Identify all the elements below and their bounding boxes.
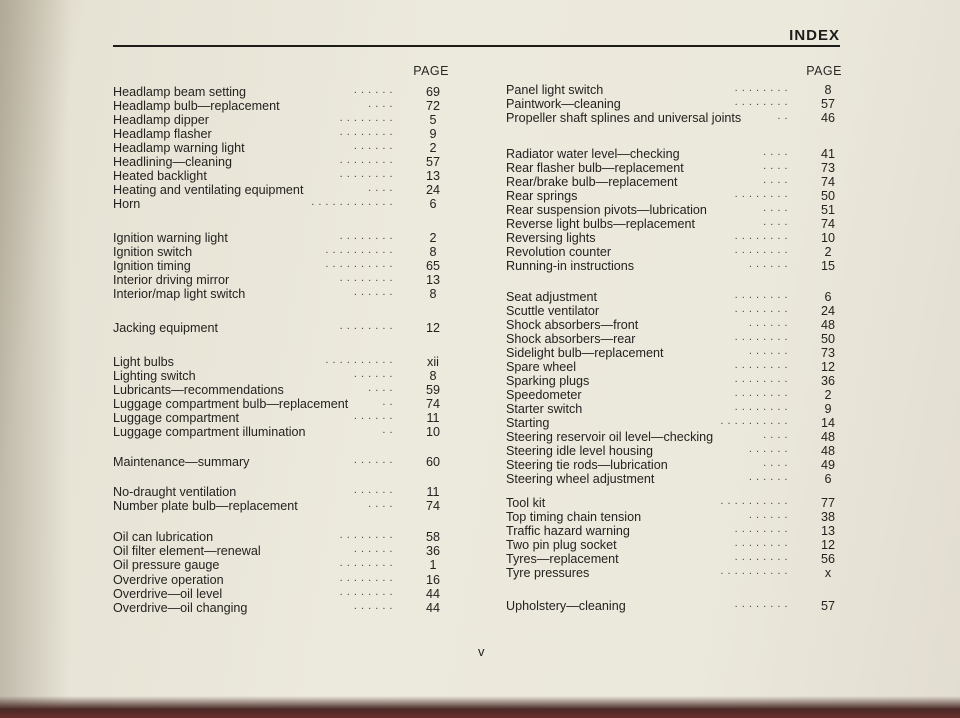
dot-leader: . . . . . . xyxy=(748,509,788,521)
entry-title: Oil filter element—renewal xyxy=(113,544,261,558)
running-head: INDEX xyxy=(789,27,840,44)
entry-page-number: 10 xyxy=(425,425,440,439)
dot-leader: . . . . . . xyxy=(353,140,393,152)
dot-leader: . . . . . . . . . . xyxy=(720,495,788,507)
entry-title: Lubricants—recommendations xyxy=(113,383,284,397)
entry-page-number: 13 xyxy=(820,524,835,538)
page-edge xyxy=(0,696,960,718)
entry-title: Heated backlight xyxy=(113,169,207,183)
entry-page-number: 44 xyxy=(425,587,440,601)
entry-title: Radiator water level—checking xyxy=(506,147,680,161)
entry-title: Luggage compartment bulb—replacement xyxy=(113,397,349,411)
entry-title: Seat adjustment xyxy=(506,290,598,304)
entry-page-number: 51 xyxy=(820,203,835,217)
entry-page-number: 11 xyxy=(426,485,440,499)
entry-page-number: 41 xyxy=(820,147,835,161)
entry-title: Panel light switch xyxy=(506,83,604,97)
entry-page-number: 1 xyxy=(429,558,437,572)
index-entry xyxy=(506,83,848,97)
dot-leader: . . . . . . . . xyxy=(339,168,393,180)
dot-leader: . . . . . . . . xyxy=(734,523,788,535)
index-entry xyxy=(506,388,848,402)
entry-title: Heating and ventilating equipment xyxy=(113,183,304,197)
index-entry xyxy=(506,430,848,444)
dot-leader: . . . . xyxy=(763,202,788,214)
entry-page-number: 50 xyxy=(820,332,835,346)
dot-leader: . . . . . . . . xyxy=(734,387,788,399)
dot-leader: . . . . . . . . xyxy=(339,320,393,332)
entry-page-number: 24 xyxy=(425,183,440,197)
entry-title: Steering idle level housing xyxy=(506,444,654,458)
index-entry xyxy=(506,524,848,538)
index-entry xyxy=(506,496,848,510)
index-entry xyxy=(506,346,848,360)
index-entry xyxy=(113,573,453,587)
dot-leader: . . . . . . xyxy=(353,454,393,466)
index-entry xyxy=(506,332,848,346)
entry-page-number: 12 xyxy=(820,360,835,374)
entry-page-number: 74 xyxy=(820,217,835,231)
index-entry xyxy=(113,397,453,411)
dot-leader: . . . . . . . . xyxy=(734,551,788,563)
index-entry xyxy=(506,304,848,318)
entry-page-number: 8 xyxy=(429,369,437,383)
entry-page-number: 2 xyxy=(429,141,437,155)
dot-leader: . . . . . . xyxy=(748,345,788,357)
entry-title: Running-in instructions xyxy=(506,259,635,273)
dot-leader: . . . . xyxy=(763,429,788,441)
dot-leader: . . . . . . . . xyxy=(734,331,788,343)
entry-page-number: 36 xyxy=(820,374,835,388)
dot-leader: . . . . . . . . xyxy=(734,401,788,413)
entry-title: Two pin plug socket xyxy=(506,538,617,552)
entry-page-number: 72 xyxy=(425,99,440,113)
dot-leader: . . xyxy=(382,396,393,408)
entry-page-number: x xyxy=(824,566,832,580)
index-entry xyxy=(506,189,848,203)
dot-leader: . . . . . . xyxy=(353,410,393,422)
index-entry xyxy=(506,444,848,458)
dot-leader: . . . . xyxy=(368,182,393,194)
index-entry xyxy=(506,552,848,566)
header-rule xyxy=(113,45,840,47)
index-entry xyxy=(113,197,453,211)
dot-leader: . . . . xyxy=(763,160,788,172)
dot-leader: . . . . . . . . xyxy=(339,230,393,242)
dot-leader: . . . . . . . . xyxy=(734,537,788,549)
index-entry xyxy=(113,155,453,169)
dot-leader: . . . . . . xyxy=(353,286,393,298)
entry-title: Top timing chain tension xyxy=(506,510,642,524)
dot-leader: . . . . . . . . xyxy=(734,188,788,200)
index-entry xyxy=(113,141,453,155)
index-entry xyxy=(506,245,848,259)
dot-leader: . . . . . . . . xyxy=(734,230,788,242)
entry-page-number: 77 xyxy=(820,496,835,510)
entry-title: Shock absorbers—front xyxy=(506,318,639,332)
entry-page-number: 57 xyxy=(425,155,440,169)
entry-title: Horn xyxy=(113,197,141,211)
index-entry xyxy=(506,538,848,552)
entry-page-number: 57 xyxy=(820,97,835,111)
index-entry xyxy=(113,499,453,513)
dot-leader: . . . . xyxy=(368,382,393,394)
entry-page-number: 74 xyxy=(820,175,835,189)
entry-title: Steering wheel adjustment xyxy=(506,472,655,486)
dot-leader: . . . . . . . . xyxy=(734,244,788,256)
entry-page-number: 74 xyxy=(425,499,440,513)
entry-title: Tyre pressures xyxy=(506,566,590,580)
entry-page-number: 69 xyxy=(425,85,440,99)
dot-leader: . . . . . . . . xyxy=(734,289,788,301)
entry-page-number: 9 xyxy=(824,402,832,416)
dot-leader: . . . . . . . . xyxy=(734,82,788,94)
index-entry xyxy=(506,147,848,161)
index-entry xyxy=(113,231,453,245)
entry-title: Sidelight bulb—replacement xyxy=(506,346,664,360)
dot-leader: . . . . . . . . . . xyxy=(325,354,393,366)
entry-title: Rear suspension pivots—lubrication xyxy=(506,203,707,217)
entry-title: Overdrive—oil level xyxy=(113,587,223,601)
dot-leader: . . . . . . xyxy=(748,317,788,329)
entry-page-number: 14 xyxy=(820,416,835,430)
entry-title: Headlamp beam setting xyxy=(113,85,247,99)
index-entry xyxy=(113,85,453,99)
dot-leader: . . xyxy=(777,110,788,122)
dot-leader: . . . . xyxy=(763,174,788,186)
entry-page-number: 5 xyxy=(429,113,437,127)
entry-title: Scuttle ventilator xyxy=(506,304,600,318)
index-entry xyxy=(113,355,453,369)
index-entry xyxy=(506,290,848,304)
page-column-label: PAGE xyxy=(413,64,449,78)
dot-leader: . . . . . . . . xyxy=(339,572,393,584)
entry-title: Ignition switch xyxy=(113,245,193,259)
entry-title: Traffic hazard warning xyxy=(506,524,630,538)
entry-title: Luggage compartment xyxy=(113,411,240,425)
dot-leader: . . . . . . xyxy=(353,368,393,380)
dot-leader: . . . . . . . . . . xyxy=(325,258,393,270)
index-entry xyxy=(506,318,848,332)
index-entry xyxy=(506,231,848,245)
dot-leader: . . . . . . . . xyxy=(734,359,788,371)
index-entry xyxy=(113,245,453,259)
entry-page-number: 56 xyxy=(820,552,835,566)
dot-leader: . . . . . . xyxy=(353,484,393,496)
index-entry xyxy=(506,566,848,580)
entry-page-number: 74 xyxy=(425,397,440,411)
entry-page-number: 2 xyxy=(429,231,437,245)
dot-leader: . . . . xyxy=(763,146,788,158)
entry-page-number: 13 xyxy=(425,169,440,183)
entry-page-number: 36 xyxy=(425,544,440,558)
entry-page-number: 8 xyxy=(429,245,437,259)
entry-title: Ignition warning light xyxy=(113,231,228,245)
entry-title: Steering reservoir oil level—checking xyxy=(506,430,714,444)
dot-leader: . . . . . . . . xyxy=(339,126,393,138)
entry-title: Rear flasher bulb—replacement xyxy=(506,161,684,175)
entry-title: Number plate bulb—replacement xyxy=(113,499,298,513)
index-entry xyxy=(113,587,453,601)
dot-leader: . . . . . . xyxy=(353,84,393,96)
entry-page-number: 48 xyxy=(820,430,835,444)
entry-title: Rear/brake bulb—replacement xyxy=(506,175,678,189)
index-entry xyxy=(113,113,453,127)
entry-title: Luggage compartment illumination xyxy=(113,425,306,439)
entry-page-number: 44 xyxy=(425,601,440,615)
dot-leader: . . . . xyxy=(368,98,393,110)
index-entry xyxy=(506,259,848,273)
entry-title: Upholstery—cleaning xyxy=(506,599,626,613)
dot-leader: . . . . . . . . xyxy=(339,586,393,598)
entry-page-number: 46 xyxy=(820,111,835,125)
entry-page-number: 57 xyxy=(820,599,835,613)
dot-leader: . . . . . . . . . . xyxy=(325,244,393,256)
entry-page-number: 10 xyxy=(820,231,835,245)
dot-leader: . . . . . . . . . . xyxy=(720,565,788,577)
entry-title: Paintwork—cleaning xyxy=(506,97,621,111)
entry-page-number: 6 xyxy=(824,290,832,304)
entry-title: Interior driving mirror xyxy=(113,273,230,287)
dot-leader: . . . . . . . . . . . . xyxy=(311,196,393,208)
entry-page-number: 49 xyxy=(820,458,835,472)
dot-leader: . . . . xyxy=(368,498,393,510)
dot-leader: . . . . . . . . xyxy=(734,96,788,108)
entry-title: Rear springs xyxy=(506,189,578,203)
entry-page-number: 24 xyxy=(820,304,835,318)
index-entry xyxy=(113,273,453,287)
entry-title: Headlining—cleaning xyxy=(113,155,233,169)
entry-page-number: 60 xyxy=(425,455,440,469)
entry-page-number: 12 xyxy=(425,321,440,335)
dot-leader: . . . . . . xyxy=(748,471,788,483)
index-entry xyxy=(113,259,453,273)
entry-page-number: 8 xyxy=(429,287,437,301)
entry-page-number: 48 xyxy=(820,318,835,332)
index-entry xyxy=(506,97,848,111)
entry-title: Reversing lights xyxy=(506,231,596,245)
index-entry xyxy=(506,458,848,472)
entry-title: Oil pressure gauge xyxy=(113,558,220,572)
entry-page-number: 73 xyxy=(820,346,835,360)
index-entry xyxy=(113,321,453,335)
index-entry xyxy=(113,485,453,499)
entry-title: Headlamp warning light xyxy=(113,141,245,155)
index-entry xyxy=(113,287,453,301)
entry-title: Overdrive operation xyxy=(113,573,224,587)
index-entry xyxy=(113,530,453,544)
entry-title: Lighting switch xyxy=(113,369,196,383)
entry-page-number: 16 xyxy=(425,573,440,587)
index-entry xyxy=(113,455,453,469)
entry-page-number: 38 xyxy=(820,510,835,524)
entry-title: Headlamp dipper xyxy=(113,113,209,127)
page-column-label: PAGE xyxy=(806,64,842,78)
entry-title: Ignition timing xyxy=(113,259,191,273)
entry-page-number: 2 xyxy=(824,245,832,259)
dot-leader: . . . . . . . . xyxy=(734,373,788,385)
index-entry xyxy=(506,599,848,613)
entry-title: No-draught ventilation xyxy=(113,485,237,499)
index-entry xyxy=(113,383,453,397)
dot-leader: . . . . . . xyxy=(748,443,788,455)
entry-title: Oil can lubrication xyxy=(113,530,214,544)
entry-page-number: 6 xyxy=(824,472,832,486)
dot-leader: . . . . . . . . xyxy=(339,154,393,166)
entry-page-number: 12 xyxy=(820,538,835,552)
entry-title: Headlamp bulb—replacement xyxy=(113,99,280,113)
dot-leader: . . . . . . xyxy=(748,258,788,270)
index-entry xyxy=(113,544,453,558)
dot-leader: . . . . . . . . xyxy=(734,598,788,610)
entry-title: Shock absorbers—rear xyxy=(506,332,636,346)
entry-page-number: 8 xyxy=(824,83,832,97)
index-entry xyxy=(506,175,848,189)
index-entry xyxy=(506,360,848,374)
index-entry xyxy=(113,558,453,572)
entry-page-number: 9 xyxy=(429,127,437,141)
index-entry xyxy=(113,369,453,383)
entry-title: Light bulbs xyxy=(113,355,174,369)
dot-leader: . . xyxy=(382,424,393,436)
entry-title: Reverse light bulbs—replacement xyxy=(506,217,695,231)
index-entry xyxy=(506,217,848,231)
entry-title: Tool kit xyxy=(506,496,546,510)
index-entry xyxy=(506,402,848,416)
entry-title: Tyres—replacement xyxy=(506,552,619,566)
entry-title: Steering tie rods—lubrication xyxy=(506,458,668,472)
entry-title: Propeller shaft splines and universal joints xyxy=(506,111,742,125)
dot-leader: . . . . . . . . xyxy=(339,272,393,284)
entry-title: Overdrive—oil changing xyxy=(113,601,248,615)
index-entry xyxy=(506,161,848,175)
entry-page-number: 59 xyxy=(425,383,440,397)
index-entry xyxy=(113,601,453,615)
index-entry xyxy=(506,374,848,388)
index-entry xyxy=(113,411,453,425)
index-entry xyxy=(113,169,453,183)
index-entry xyxy=(506,416,848,430)
entry-page-number: 65 xyxy=(425,259,440,273)
entry-title: Revolution counter xyxy=(506,245,612,259)
entry-page-number: 11 xyxy=(426,411,440,425)
entry-title: Sparking plugs xyxy=(506,374,590,388)
entry-page-number: 13 xyxy=(425,273,440,287)
index-entry xyxy=(113,425,453,439)
index-entry xyxy=(113,99,453,113)
page-folio: v xyxy=(478,644,485,659)
entry-page-number: 50 xyxy=(820,189,835,203)
index-entry xyxy=(506,203,848,217)
dot-leader: . . . . . . . . xyxy=(339,529,393,541)
dot-leader: . . . . . . xyxy=(353,543,393,555)
entry-page-number: 48 xyxy=(820,444,835,458)
entry-title: Starting xyxy=(506,416,550,430)
index-entry xyxy=(506,111,848,125)
dot-leader: . . . . . . . . xyxy=(339,112,393,124)
entry-title: Interior/map light switch xyxy=(113,287,246,301)
entry-page-number: 58 xyxy=(425,530,440,544)
entry-page-number: xii xyxy=(427,355,439,369)
index-entry xyxy=(113,127,453,141)
dot-leader: . . . . . . . . xyxy=(734,303,788,315)
entry-page-number: 15 xyxy=(820,259,835,273)
dot-leader: . . . . xyxy=(763,216,788,228)
entry-title: Starter switch xyxy=(506,402,583,416)
entry-page-number: 2 xyxy=(824,388,832,402)
entry-title: Speedometer xyxy=(506,388,582,402)
entry-title: Maintenance—summary xyxy=(113,455,250,469)
entry-title: Spare wheel xyxy=(506,360,577,374)
dot-leader: . . . . . . . . . . xyxy=(720,415,788,427)
entry-title: Headlamp flasher xyxy=(113,127,212,141)
entry-title: Jacking equipment xyxy=(113,321,219,335)
dot-leader: . . . . xyxy=(763,457,788,469)
entry-page-number: 73 xyxy=(820,161,835,175)
index-entry xyxy=(506,472,848,486)
dot-leader: . . . . . . xyxy=(353,600,393,612)
dot-leader: . . . . . . . . xyxy=(339,557,393,569)
index-entry xyxy=(506,510,848,524)
entry-page-number: 6 xyxy=(429,197,437,211)
index-entry xyxy=(113,183,453,197)
